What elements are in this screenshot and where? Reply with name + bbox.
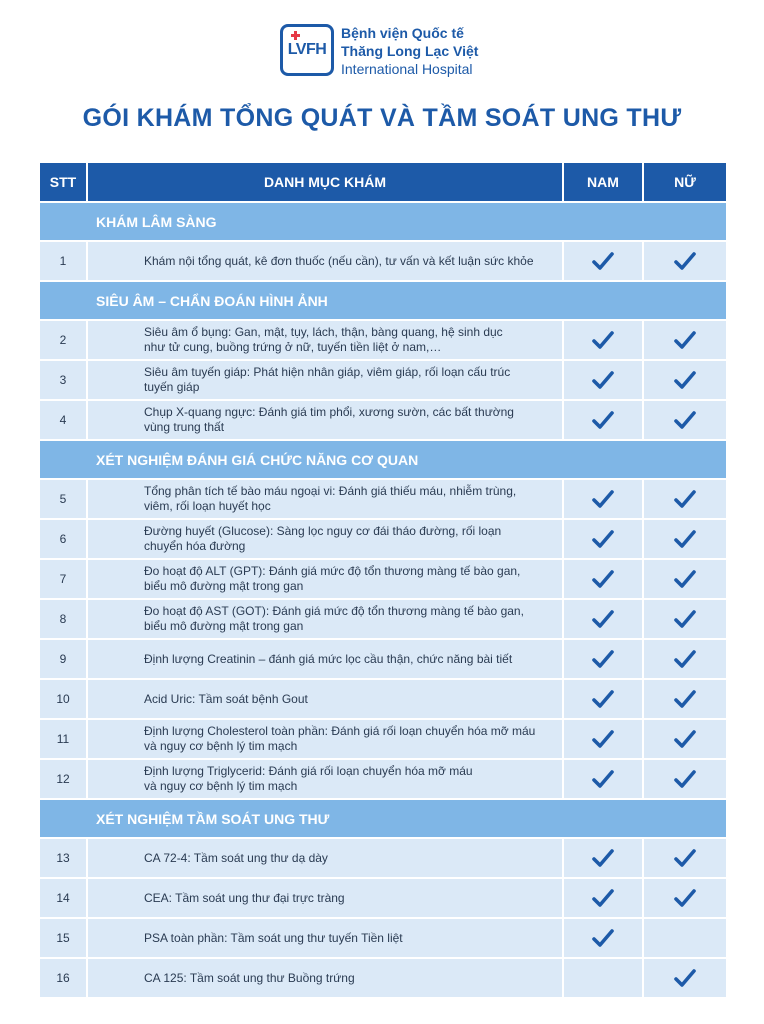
checkmark-icon [674,769,696,789]
checkmark-icon [592,649,614,669]
description-line: Đường huyết (Glucose): Sàng lọc nguy cơ đái tháo đường, rối loạn [144,524,502,538]
checkmark-icon [674,569,696,589]
description-text [144,524,501,554]
checkmark-icon [592,769,614,789]
checkmark-icon [674,888,696,908]
description-line: Đo hoạt độ AST (GOT): Đánh giá mức độ tổn thương màng tế bào gan, [144,604,524,618]
description-line: Tổng phân tích tế bào máu ngoại vi: Đánh giá thiếu máu, nhiễm trùng, [144,484,517,498]
column-header-item: DANH MỤC KHÁM [88,163,564,201]
female-cell [644,242,726,280]
description-text [144,254,534,269]
logo-text: LVFH [287,41,327,58]
row-description [88,760,564,798]
description-line: Định lượng Triglycerid: Đánh giá rối loạn chuyển hóa mỡ máu [144,764,473,778]
male-cell [564,560,644,598]
female-cell [644,760,726,798]
checkmark-icon [674,529,696,549]
table-row [40,919,726,957]
description-text [144,931,403,946]
checkmark-icon [674,609,696,629]
row-number: 13 [40,839,88,877]
checkmark-icon [592,330,614,350]
row-description [88,919,564,957]
row-number: 15 [40,919,88,957]
description-line: CEA: Tầm soát ung thư đại trực tràng [144,890,345,905]
row-number: 11 [40,720,88,758]
checkmark-icon [674,649,696,669]
male-cell [564,600,644,638]
table-row [40,959,726,997]
table-row [40,242,726,280]
checkmark-icon [592,609,614,629]
table-header [40,163,726,201]
table-row [40,680,726,718]
row-description [88,560,564,598]
description-text [144,325,503,355]
section-header: XÉT NGHIỆM ĐÁNH GIÁ CHỨC NĂNG CƠ QUAN [40,441,726,478]
checkmark-icon [592,251,614,271]
description-line: Định lượng Creatinin – đánh giá mức lọc cầu thận, chức năng bài tiết [144,651,513,666]
hospital-name-line3: International Hospital [341,61,473,77]
row-description [88,361,564,399]
description-text [144,764,473,794]
page-header [0,0,764,90]
checkmark-icon [674,968,696,988]
female-cell [644,839,726,877]
row-number: 16 [40,959,88,997]
row-description [88,720,564,758]
female-cell [644,680,726,718]
description-line: Chụp X-quang ngực: Đánh giá tim phổi, xương sườn, các bất thường [144,405,514,419]
row-number: 8 [40,600,88,638]
description-line: Đo hoạt độ ALT (GPT): Đánh giá mức độ tổn thương màng tế bào gan, [144,564,521,578]
table-row [40,520,726,558]
description-line: Acid Uric: Tầm soát bệnh Gout [144,691,308,706]
description-line: Định lượng Cholesterol toàn phần: Đánh giá rối loạn chuyển hóa mỡ máu [144,724,536,738]
row-number: 2 [40,321,88,359]
female-cell [644,560,726,598]
description-line: và nguy cơ bệnh lý tim mạch [144,779,298,793]
description-line: PSA toàn phần: Tầm soát ung thư tuyến Tiền liệt [144,930,403,945]
description-line: CA 125: Tầm soát ung thư Buồng trứng [144,970,355,985]
male-cell [564,480,644,518]
row-description [88,839,564,877]
description-line: Khám nội tổng quát, kê đơn thuốc (nếu cần), tư vấn và kết luận sức khỏe [144,253,534,268]
checkmark-icon [592,489,614,509]
male-cell [564,321,644,359]
description-line: như tử cung, buồng trứng ở nữ, tuyến tiền liệt ở nam,… [144,340,442,354]
female-cell [644,720,726,758]
row-number: 7 [40,560,88,598]
description-line: vùng trung thất [144,420,225,434]
checkmark-icon [674,370,696,390]
checkup-table [40,163,726,997]
description-line: Siêu âm tuyến giáp: Phát hiện nhân giáp, viêm giáp, rối loạn cấu trúc [144,365,511,379]
checkmark-icon [592,888,614,908]
hospital-logo [280,24,334,76]
row-description [88,242,564,280]
table-row [40,839,726,877]
column-header-male: NAM [564,163,644,201]
male-cell [564,959,644,997]
row-number: 12 [40,760,88,798]
row-description [88,600,564,638]
row-number: 9 [40,640,88,678]
checkmark-icon [592,848,614,868]
male-cell [564,520,644,558]
table-row [40,600,726,638]
checkmark-icon [592,689,614,709]
male-cell [564,680,644,718]
hospital-name-line2: Thăng Long Lạc Việt [341,43,479,59]
checkmark-icon [674,251,696,271]
description-text [144,564,520,594]
description-text [144,604,524,634]
row-description [88,959,564,997]
female-cell [644,520,726,558]
description-line: tuyến giáp [144,380,200,394]
description-text [144,891,345,906]
checkmark-icon [674,330,696,350]
checkmark-icon [592,410,614,430]
male-cell [564,401,644,439]
checkmark-icon [592,729,614,749]
row-description [88,480,564,518]
table-row [40,321,726,359]
row-description [88,680,564,718]
description-line: viêm, rối loạn huyết học [144,499,271,513]
column-header-female: NỮ [644,163,726,201]
row-description [88,520,564,558]
row-description [88,401,564,439]
table-body [40,203,726,997]
female-cell [644,919,726,957]
description-text [144,971,355,986]
section-header: SIÊU ÂM – CHẨN ĐOÁN HÌNH ẢNH [40,282,726,319]
female-cell [644,600,726,638]
table-row [40,560,726,598]
section-header: XÉT NGHIỆM TẦM SOÁT UNG THƯ [40,800,726,837]
female-cell [644,361,726,399]
checkmark-icon [592,370,614,390]
description-text [144,405,514,435]
row-number: 5 [40,480,88,518]
table-row [40,480,726,518]
male-cell [564,879,644,917]
row-description [88,640,564,678]
description-line: chuyển hóa đường [144,539,246,553]
male-cell [564,640,644,678]
description-text [144,484,516,514]
female-cell [644,959,726,997]
hospital-name-line1: Bệnh viện Quốc tế [341,25,464,41]
row-description [88,321,564,359]
checkmark-icon [592,529,614,549]
row-number: 14 [40,879,88,917]
description-line: CA 72-4: Tầm soát ung thư dạ dày [144,850,328,865]
male-cell [564,720,644,758]
female-cell [644,321,726,359]
hospital-name [341,24,478,78]
checkmark-icon [674,410,696,430]
checkmark-icon [674,848,696,868]
red-cross-icon [291,31,300,40]
section-header: KHÁM LÂM SÀNG [40,203,726,240]
male-cell [564,361,644,399]
description-text [144,365,510,395]
description-line: biểu mô đường mật trong gan [144,619,304,633]
description-text [144,652,512,667]
female-cell [644,480,726,518]
table-row [40,760,726,798]
male-cell [564,760,644,798]
table-row [40,361,726,399]
row-number: 10 [40,680,88,718]
table-row [40,401,726,439]
checkmark-icon [592,928,614,948]
row-number: 3 [40,361,88,399]
male-cell [564,839,644,877]
checkmark-icon [592,569,614,589]
table-row [40,720,726,758]
checkmark-icon [674,729,696,749]
description-line: biểu mô đường mật trong gan [144,579,304,593]
description-line: Siêu âm ổ bụng: Gan, mật, tụy, lách, thận, bàng quang, hệ sinh dục [144,325,503,339]
description-line: và nguy cơ bệnh lý tim mạch [144,739,298,753]
description-text [144,692,308,707]
male-cell [564,242,644,280]
female-cell [644,640,726,678]
row-description [88,879,564,917]
description-text [144,851,328,866]
description-text [144,724,535,754]
male-cell [564,919,644,957]
table-row [40,640,726,678]
row-number: 6 [40,520,88,558]
female-cell [644,879,726,917]
table-row [40,879,726,917]
checkmark-icon [674,689,696,709]
checkmark-icon [674,489,696,509]
column-header-stt: STT [40,163,88,201]
row-number: 1 [40,242,88,280]
page-title: GÓI KHÁM TỔNG QUÁT VÀ TẦM SOÁT UNG THƯ [82,104,682,132]
row-number: 4 [40,401,88,439]
female-cell [644,401,726,439]
